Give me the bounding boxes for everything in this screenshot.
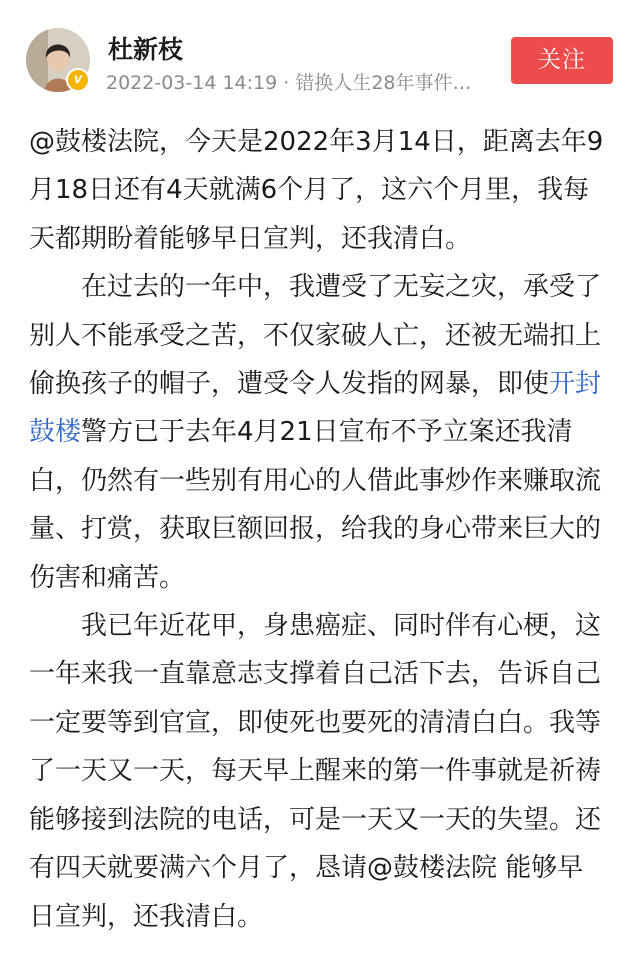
verified-badge-icon: v [66,68,90,92]
post-paragraph-3: 我已年近花甲，身患癌症、同时伴有心梗，这一年来我一直靠意志支撑着自己活下去，告诉自己一定要等到官宣，即使死也要死的清清白白。我等了一天又一天，每天早上醒来的第一件事就是祈祷能够接到法院的电话，可是一天又一天的失望。还有四天就要满六个月了，恳请@鼓楼法院 能够早日宣判，还我清白。 [29,611,602,932]
post-content [29,118,607,941]
paragraph-2-text-after: 警方已于去年4月21日宣布不予立案还我清白，仍然有一些别有用心的人借此事炒作来赚取流量、打赏，获取巨额回报，给我的身心带来巨大的伤害和痛苦。 [29,417,602,593]
post-paragraph-1: @鼓楼法院，今天是2022年3月14日，距离去年9月18日还有4天就满6个月了，这六个月里，我每天都期盼着能够早日宣判，还我清白。 [29,127,604,254]
topic-link-kaifeng-gulou[interactable]: 开封鼓楼 [29,369,602,448]
post-meta: 2022-03-14 14:19 · 错换人生28年事件… [106,72,472,94]
paragraph-2-text-before: 在过去的一年中，我遭受了无妄之灾，承受了别人不能承受之苦，不仅家破人亡，还被无端扣上偷换孩子的帽子，遭受令人发指的网暴，即使 [29,272,602,400]
follow-button[interactable]: 关注 [511,37,613,84]
post-paragraph-2 [29,263,607,602]
post-header [0,0,640,110]
author-name[interactable]: 杜新枝 [108,35,184,64]
